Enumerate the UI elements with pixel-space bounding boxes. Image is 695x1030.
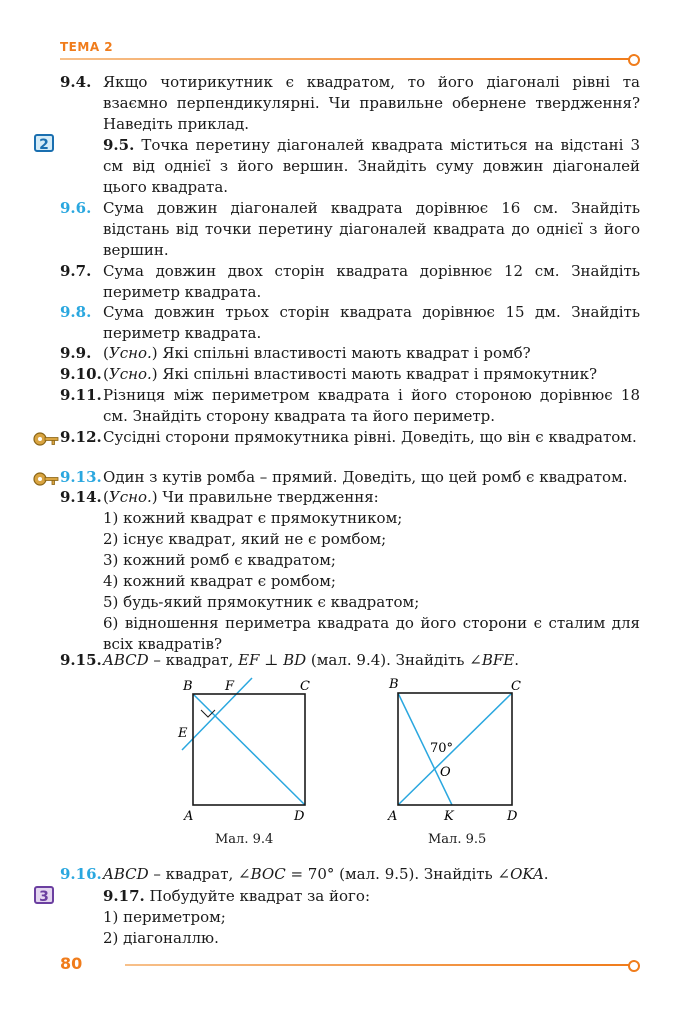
list-item: 4) кожний квадрат є ромбом; (103, 572, 336, 590)
oral-prefix: Усно. (108, 365, 152, 383)
problem-number: 9.12. (60, 428, 102, 446)
problem-text: Сума довжин двох сторін квадрата дорівнює 12 см. Знайдіть периметр квадрата. (103, 262, 640, 301)
problem-text (103, 864, 640, 885)
problem-9-13 (60, 467, 640, 488)
page-number: 80 (60, 954, 83, 973)
level-2-badge: 2 (34, 134, 54, 152)
math-var: BD (283, 651, 307, 669)
level-3-badge: 3 (34, 886, 54, 904)
key-icon (33, 468, 59, 490)
problem-number: 9.13. (60, 468, 102, 486)
problem-9-7 (60, 261, 640, 303)
problem-9-12 (60, 427, 640, 448)
problem-9-8 (60, 302, 640, 344)
caption-9-5: Мал. 9.5 (428, 832, 487, 847)
problem-body: Точка перетину діагоналей квадрата міститься на відстані 3 см від однієї з його вершин. Знайдіть суму довжин діагоналей цього квадрата. (103, 136, 640, 196)
label-b: B (389, 677, 399, 692)
diagonal-ac (398, 693, 512, 805)
problem-text: (Усно.) Які спільні властивості мають квадрат і прямокутник? (103, 365, 598, 383)
problem-number: 9.15. (60, 651, 102, 669)
problem-number: 9.6. (60, 199, 92, 217)
problem-text (103, 650, 640, 671)
footer-rule-end (628, 960, 640, 972)
label-e: E (178, 726, 188, 741)
text-part: . (543, 865, 549, 883)
problem-number: 9.11. (60, 386, 102, 404)
caption-9-4: Мал. 9.4 (215, 832, 274, 847)
text-part: – квадрат, ∠ (148, 865, 251, 883)
problem-number: 9.14. (60, 488, 102, 506)
problem-text: (Усно.) Які спільні властивості мають квадрат і ромб? (103, 344, 531, 362)
problem-number: 9.8. (60, 303, 92, 321)
problem-number: 9.4. (60, 73, 92, 91)
problem-text: Різниця між периметром квадрата і його стороною дорівнює 18 см. Знайдіть сторону квадрата та його периметр. (103, 386, 640, 425)
problem-text: Сусідні сторони прямокутника рівні. Доведіть, що він є квадратом. (103, 428, 637, 446)
topic-header: ТЕМА 2 (60, 40, 114, 54)
oral-prefix: Усно. (108, 344, 152, 362)
list-item: 2) діагоналлю. (103, 929, 219, 947)
math-var: ABCD (103, 651, 149, 669)
problem-9-6 (60, 198, 640, 261)
label-d: D (507, 809, 518, 824)
label-a: A (184, 809, 194, 824)
figure-9-5 (378, 675, 528, 830)
problem-9-16 (60, 864, 640, 885)
key-icon (33, 428, 59, 450)
problem-number: 9.7. (60, 262, 92, 280)
footer-rule (125, 964, 630, 966)
math-var: EF (238, 651, 260, 669)
problem-text (103, 886, 640, 907)
text-part: = 70° (мал. 9.5). Знайдіть ∠ (285, 865, 511, 883)
list-item: 2) існує квадрат, який не є ромбом; (103, 530, 387, 548)
problem-body: Які спільні властивості мають квадрат і ромб? (162, 344, 531, 362)
problem-9-15 (60, 650, 640, 671)
problem-9-10 (60, 364, 640, 385)
problem-number: 9.16. (60, 865, 102, 883)
label-f: F (225, 679, 235, 694)
problem-text: Якщо чотирикутник є квадратом, то його діагоналі рівні та взаємно перпендикулярні. Чи правильне обернене твердження? Наведіть приклад. (103, 73, 640, 133)
problem-9-4 (60, 72, 640, 135)
math-var: BOC (250, 865, 286, 883)
problem-text: Сума довжин діагоналей квадрата дорівнює 16 см. Знайдіть відстань від точки перетину діагоналей квадрата до однієї з його вершин. (103, 199, 640, 259)
label-c: C (511, 679, 521, 694)
math-var: OKA (510, 865, 544, 883)
diagonal-bd (193, 694, 305, 805)
problem-number: 9.9. (60, 344, 92, 362)
text-part: ⊥ (259, 651, 284, 669)
problem-number: 9.17. (103, 887, 145, 905)
problem-9-17 (60, 886, 640, 949)
list-item: 1) кожний квадрат є прямокутником; (103, 509, 403, 527)
problem-number: 9.5. (103, 136, 135, 154)
problem-9-5 (60, 135, 640, 198)
figure-9-4 (170, 675, 320, 830)
label-b: B (183, 679, 193, 694)
problem-text: Один з кутів ромба – прямий. Доведіть, що цей ромб є квадратом. (103, 468, 628, 486)
list-item: 5) будь-який прямокутник є квадратом; (103, 593, 420, 611)
problem-number: 9.10. (60, 365, 102, 383)
angle-label: 70° (430, 741, 454, 756)
math-var: ABCD (103, 865, 149, 883)
problem-text (103, 135, 640, 198)
list-item: 3) кожний ромб є квадратом; (103, 551, 336, 569)
label-o: O (440, 765, 451, 780)
math-var: BFE (481, 651, 515, 669)
problem-9-9 (60, 343, 640, 364)
text-part: . (514, 651, 519, 669)
problem-9-14 (60, 487, 640, 655)
problem-body: Чи правильне твердження: (162, 488, 379, 506)
problem-9-11 (60, 385, 640, 427)
problem-body: Побудуйте квадрат за його: (149, 887, 370, 905)
oral-prefix: Усно. (108, 488, 152, 506)
header-rule (60, 58, 630, 60)
label-c: C (300, 679, 310, 694)
list-item: 1) периметром; (103, 908, 226, 926)
problem-body: Які спільні властивості мають квадрат і прямокутник? (162, 365, 598, 383)
label-d: D (294, 809, 305, 824)
label-k: K (444, 809, 454, 824)
list-item: 6) відношення периметра квадрата до його сторони є сталим для всіх квадратів? (103, 614, 640, 653)
text-part: (мал. 9.4). Знайдіть ∠ (306, 651, 482, 669)
problem-text: Сума довжин трьох сторін квадрата дорівнює 15 дм. Знайдіть периметр квадрата. (103, 303, 640, 342)
label-a: A (388, 809, 398, 824)
text-part: – квадрат, (148, 651, 239, 669)
problem-text: (Усно.) Чи правильне твердження: (103, 488, 379, 506)
header-rule-end (628, 54, 640, 66)
